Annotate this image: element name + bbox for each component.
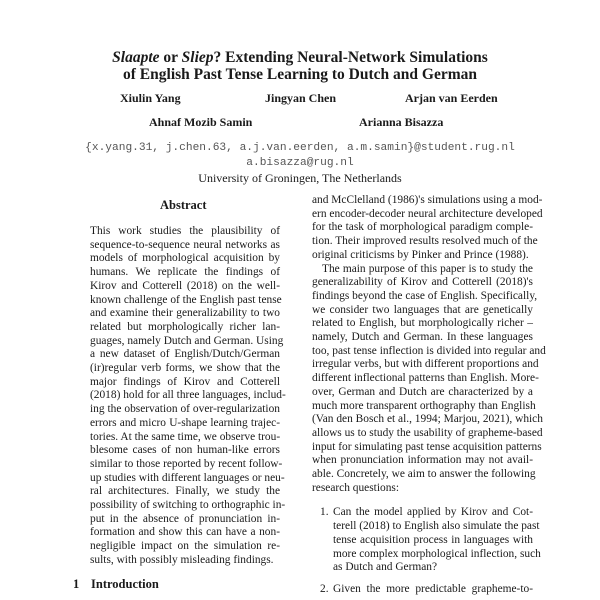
- abstract-line: known challenge of the English past tense: [90, 293, 282, 306]
- paragraph-line: when pronunciation information may not avail-: [312, 454, 533, 467]
- paragraph-line: original criticisms by Pinker and Prince (1988).: [312, 248, 529, 261]
- list-item-line: Given the more predictable grapheme-to-: [333, 582, 533, 595]
- title-word: Slaapte: [112, 49, 160, 66]
- abstract-line: humans. We replicate the findings of: [90, 266, 280, 279]
- paragraph-line: allows us to study the usability of grapheme-based: [312, 426, 543, 439]
- abstract-line: a new dataset of English/Dutch/German: [90, 348, 280, 361]
- paragraph-line: generalizability of Kirov and Cotterell (2018)'s: [312, 276, 533, 289]
- abstract-line: up studies with different languages or neu-: [90, 471, 285, 484]
- paragraph-line: able. Concretely, we aim to answer the following: [312, 468, 536, 480]
- abstract-line: tories. At the same time, we observe trou-: [90, 430, 281, 443]
- list-item-line: tense acquisition process in languages with: [333, 533, 533, 546]
- section-heading: Introduction: [91, 577, 159, 591]
- abstract-line: models of morphological acquisition by: [90, 252, 280, 265]
- list-number: 1.: [320, 506, 329, 519]
- abstract-line: ing the observation of over-regularization: [90, 403, 280, 416]
- paragraph-line: irregular verbs, but with different proportions and: [312, 358, 539, 371]
- paragraph-line: over, German and Dutch are characterized by a: [312, 385, 533, 398]
- abstract-line: related but morphologically richer lan-: [90, 320, 280, 333]
- title-text: ? Extending Neural-Network Simulations: [213, 49, 488, 66]
- paper-title-line2: of English Past Tense Learning to Dutch and German: [123, 66, 477, 83]
- title-word: Sliep: [181, 49, 214, 66]
- paragraph-line: for the task of morphological paradigm comple-: [312, 221, 533, 234]
- abstract-line: similar to those reported by recent follow-: [90, 457, 283, 470]
- abstract-line: errors and micro U-shape learning trajec-: [90, 416, 280, 429]
- list-item-line: terell (2018) to English also simulate the past: [333, 520, 540, 533]
- author: Arjan van Eerden: [405, 91, 498, 105]
- abstract-line: blesome cases of non human-like errors: [90, 444, 280, 457]
- author: Xiulin Yang: [120, 91, 181, 105]
- author: Ahnaf Mozib Samin: [149, 115, 253, 129]
- author: Arianna Bisazza: [359, 115, 444, 129]
- list-item-line: Can the model applied by Kirov and Cot-: [333, 506, 533, 519]
- paragraph-line: ern encoder-decoder neural architecture developed: [312, 207, 543, 220]
- paragraph-line: related to English, but morphologically richer –: [312, 317, 533, 330]
- paragraph-line: (Van den Bosch et al., 1994; Marjou, 2021), which: [312, 413, 543, 426]
- abstract-line: sults, with possibly misleading findings.: [90, 553, 274, 566]
- abstract-line: guages, namely Dutch and German. Using: [90, 334, 284, 347]
- abstract-line: negligible impact on the simulation re-: [90, 540, 280, 553]
- paper-title: [0, 49, 600, 66]
- abstract-line: (ir)regular verb forms, we show that the: [90, 362, 280, 374]
- abstract-line: put in the absence of pronunciation in-: [90, 512, 280, 525]
- paragraph-line: findings beyond the case of English. Specifically,: [312, 289, 538, 302]
- paragraph-line: we consider two languages that are genetically: [312, 303, 533, 316]
- abstract-line: formation and show this can have a non-: [90, 526, 280, 539]
- list-item-line: as Dutch and German?: [333, 561, 438, 574]
- paragraph-line: tion. Their improved results resolved much of the: [312, 235, 538, 248]
- abstract-line: ral architectures. Finally, we study the: [90, 485, 280, 498]
- paragraph-line: namely, Dutch and German. In these languages: [312, 331, 533, 343]
- paragraph-line: different inflectional patterns than English. More-: [312, 372, 539, 385]
- abstract-line: (2018) hold for all three languages, includ-: [90, 389, 286, 402]
- abstract-line: and examine their generalizability to two: [90, 307, 280, 320]
- paragraph-line: and McClelland (1986)'s simulations using a mod-: [312, 194, 543, 206]
- abstract-line: major findings of Kirov and Cotterell: [90, 375, 280, 388]
- abstract-line: possibility of switching to orthographic in-: [90, 499, 286, 511]
- paragraph-line: input for simulating past tense acquisition patterns: [312, 440, 542, 453]
- paragraph-line: The main purpose of this paper is to study the: [322, 262, 533, 275]
- paragraph-line: research questions:: [312, 481, 399, 494]
- abstract-line: Kirov and Cotterell (2018) on the well-: [90, 279, 280, 292]
- abstract-heading: Abstract: [160, 198, 207, 212]
- author: Jingyan Chen: [265, 91, 337, 105]
- list-number: 2.: [320, 582, 329, 595]
- abstract-line: This work studies the plausibility of: [90, 225, 280, 237]
- title-word: or: [159, 49, 182, 66]
- paragraph-line: much more transparent orthography than English: [312, 399, 536, 412]
- author-emails: {x.yang.31, j.chen.63, a.j.van.eerden, a.m.samin}@student.rug.nl: [85, 142, 515, 154]
- paragraph-line: too, past tense inflection is divided into regular and: [312, 344, 546, 357]
- author-email: a.bisazza@rug.nl: [246, 157, 354, 169]
- list-item-line: more complex morphological inflection, such: [333, 547, 541, 560]
- abstract-line: sequence-to-sequence neural networks as: [90, 238, 280, 251]
- section-number: 1: [73, 577, 80, 591]
- affiliation: University of Groningen, The Netherlands: [198, 171, 402, 185]
